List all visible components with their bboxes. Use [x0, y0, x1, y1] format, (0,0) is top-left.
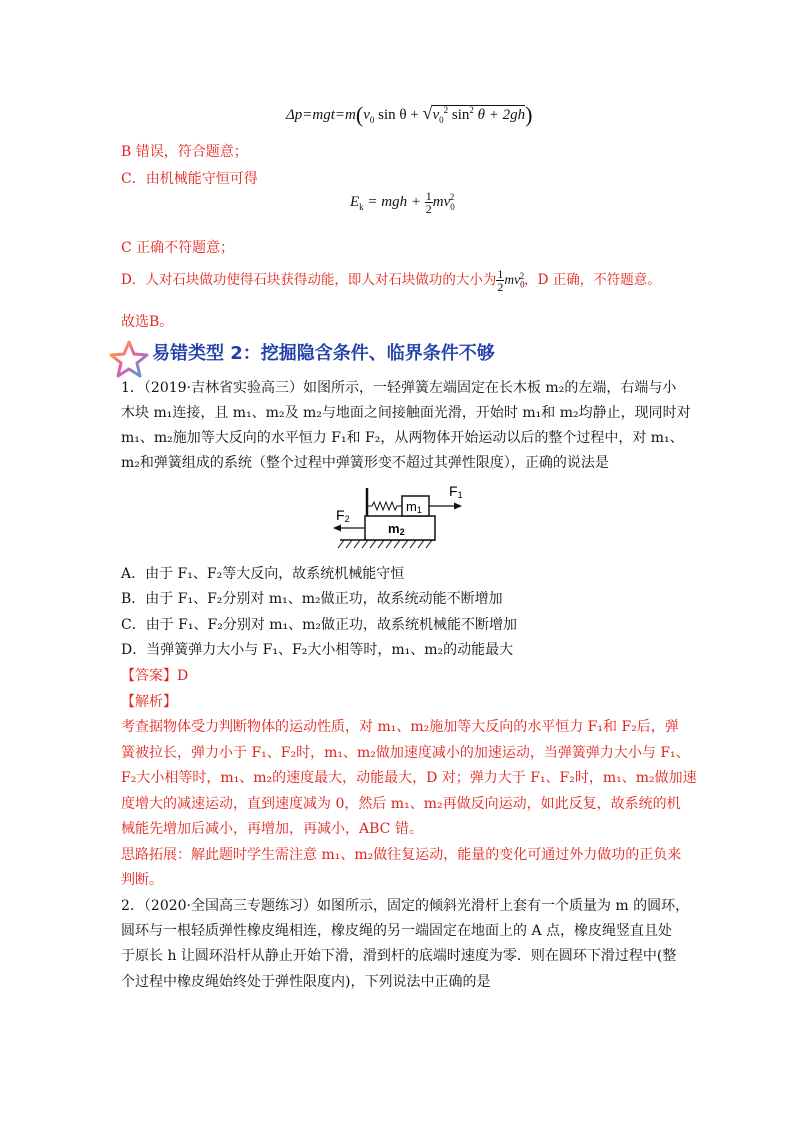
half-fraction: $\frac{1}{2}$	[425, 189, 432, 216]
formula2-eq: = mgh +	[367, 193, 421, 210]
analysis-line: 簧被拉长，弹力小于 F₁、F₂时，m₁、m₂做加速度减小的加速运动，当弹簧弹力大小与 F₁、	[121, 745, 690, 761]
analysis-line: 考查据物体受力判断物体的运动性质，对 m₁、m₂施加等大反向的水平恒力 F₁和 F₂后，弹	[121, 719, 679, 735]
formula-lhs: Δp=mgt=m	[286, 107, 356, 123]
label-m2: m2	[388, 521, 405, 537]
section-heading: 易错类型 2：挖掘隐含条件、临界条件不够	[152, 343, 495, 364]
b-wrong-line: B 错误，符合题意；	[121, 144, 248, 160]
q1-option: D．当弹簧弹力大小与 F₁、F₂大小相等时，m₁、m₂的动能最大	[121, 642, 514, 658]
d-line-part1: D．人对石块做功使得石块获得动能，即人对石块做功的大小为	[121, 272, 497, 288]
sqrt-tail: θ + 2gh	[477, 107, 526, 123]
sqrt-sin: sin	[451, 107, 470, 123]
momentum-formula: $\Delta p=mgt=m(v_0$ $\sin \theta + √v_0^2$ $\sin^2 \theta + 2gh$)	[286, 102, 533, 127]
analysis-line: F₂大小相等时，m₁、m₂的速度最大，动能最大，D 对；弹力大于 F₁、F₂时，m₁、m₂做加速	[121, 770, 697, 786]
q1-option: B．由于 F₁、F₂分别对 m₁、m₂做正功，故系统动能不断增加	[121, 591, 503, 607]
analysis-line: 判断。	[121, 872, 163, 888]
c-intro-line: C．由机械能守恒可得	[121, 171, 258, 187]
spring-block-figure	[330, 480, 470, 552]
analysis-line: 思路拓展：解此题时学生需注意 m₁、m₂做往复运动，能量的变化可通过外力做功的正负来	[121, 847, 682, 863]
sqrt-sign: √	[422, 103, 433, 123]
answer-b-line: 故选B。	[121, 314, 174, 330]
q1-option: C．由于 F₁、F₂分别对 m₁、m₂做正功，故系统机械能不断增加	[121, 617, 518, 633]
q1-stem-line: m₂和弹簧组成的系统（整个过程中弹簧形变不超过其弹性限度），正确的说法是	[121, 455, 609, 471]
star-icon	[108, 339, 150, 379]
label-f1: F1	[449, 483, 463, 500]
answer-label: 【答案】D	[121, 668, 189, 684]
energy-formula: $E_k$ = mgh + $\frac{1}{2}$ $mv_0^2$	[350, 189, 455, 216]
q2-line: 个过程中橡皮绳始终处于弹性限度内)，下列说法中正确的是	[121, 974, 491, 990]
q2-line: 2．（2020·全国高三专题练习）如图所示，固定的倾斜光滑杆上套有一个质量为 m 的圆环，	[121, 898, 690, 914]
label-m1: m1	[406, 499, 422, 515]
formula-sin: sin θ +	[378, 107, 419, 123]
q1-stem-line: 1．（2019·吉林省实验高三）如图所示，一轻弹簧左端固定在长木板 m₂的左端，右端与小	[121, 380, 677, 396]
c-correct-line: C 正确不符题意；	[121, 240, 235, 256]
q2-line: 于原长 h 让圆环沿杆从静止开始下滑，滑到杆的底端时速度为零．则在圆环下滑过程中(整	[121, 948, 677, 964]
formula2-mv: mv	[432, 193, 451, 210]
q1-option: A．由于 F₁、F₂等大反向，故系统机械能守恒	[121, 566, 405, 582]
q2-line: 圆环与一根轻质弹性橡皮绳相连，橡皮绳的另一端固定在地面上的 A 点，橡皮绳竖直且处	[121, 923, 673, 939]
q1-stem-line: 木块 m₁连接，且 m₁、m₂及 m₂与地面之间接触面光滑，开始时 m₁和 m₂均静止，现同时对	[121, 405, 691, 421]
d-fraction: $\frac{1}{2}$	[497, 267, 504, 294]
analysis-line: 度增大的减速运动，直到速度减为 0，然后 m₁、m₂再做反向运动，如此反复，故系统的机	[121, 796, 681, 812]
d-line: D．人对石块做功使得石块获得动能，即人对石块做功的大小为 $\frac{1}{2}$ $mv_0^2$，D 正确，不符题意。	[121, 267, 661, 294]
sqrt-body: $v_0^2$ $\sin^2 \theta + 2gh$	[432, 105, 526, 125]
analysis-line: 械能先增加后减小，再增加，再减小，ABC 错。	[121, 821, 423, 837]
d-line-part2: ，D 正确，不符题意。	[524, 272, 661, 288]
spring	[368, 502, 402, 510]
formula2-lhs: E	[350, 193, 360, 210]
formula-v0: v	[363, 107, 370, 123]
analysis-label: 【解析】	[121, 694, 177, 710]
label-f2: F2	[336, 507, 350, 524]
q1-stem-line: m₁、m₂施加等大反向的水平恒力 F₁和 F₂，从两物体开始运动以后的整个过程中，对 m₁、	[121, 430, 684, 446]
